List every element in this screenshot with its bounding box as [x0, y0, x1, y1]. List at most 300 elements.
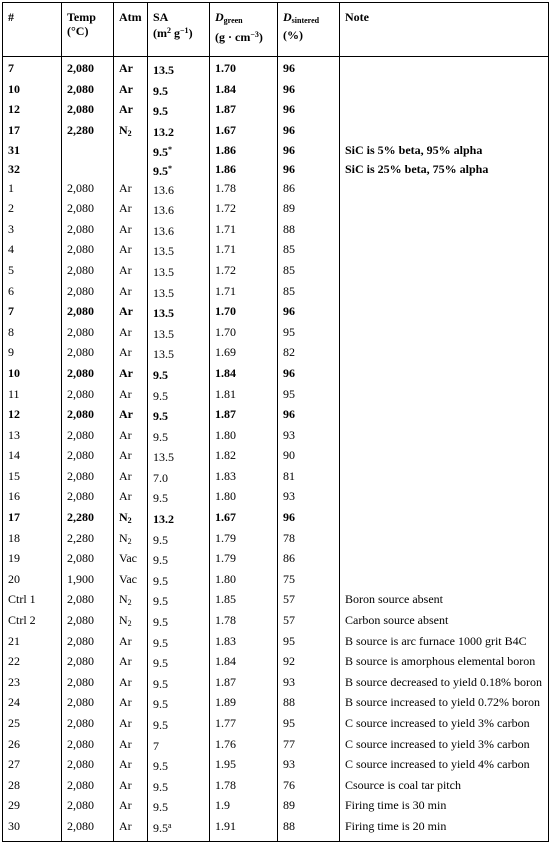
cell-dgreen: 1.83: [210, 468, 278, 489]
header-id: #: [3, 3, 62, 57]
cell-atm: Vac: [114, 571, 148, 592]
cell-id: 19: [3, 550, 62, 571]
cell-dgreen: 1.70: [210, 303, 278, 324]
cell-dgreen: 1.89: [210, 694, 278, 715]
cell-note: [340, 530, 549, 551]
cell-dgreen: 1.9: [210, 797, 278, 818]
cell-id: 13: [3, 427, 62, 448]
cell-id: 23: [3, 674, 62, 695]
table-body: [3, 57, 549, 842]
cell-sa: 9.5: [148, 694, 210, 715]
cell-dsintered: 78: [278, 530, 340, 551]
cell-note: [340, 241, 549, 262]
table-row: [3, 571, 549, 592]
table-row: [3, 241, 549, 262]
cell-dgreen: 1.86: [210, 142, 278, 161]
cell-sa: 13.5: [148, 447, 210, 468]
cell-note: [340, 324, 549, 345]
cell-dgreen: 1.85: [210, 591, 278, 612]
table-row: [3, 57, 549, 81]
cell-sa: 13.5: [148, 344, 210, 365]
header-dgreen: Dgreen $(g \cdot cm^{-3})$: [210, 3, 278, 57]
cell-sa: 9.5: [148, 365, 210, 386]
cell-dsintered: 76: [278, 777, 340, 798]
cell-note: Firing time is 30 min: [340, 797, 549, 818]
cell-dsintered: 77: [278, 736, 340, 757]
table-row: [3, 101, 549, 122]
table-row: [3, 468, 549, 489]
cell-id: Ctrl 1: [3, 591, 62, 612]
cell-note: [340, 447, 549, 468]
cell-dgreen: 1.91: [210, 818, 278, 841]
cell-sa: 13.2: [148, 122, 210, 143]
cell-sa: 13.2: [148, 509, 210, 530]
cell-id: 18: [3, 530, 62, 551]
cell-temp: 2,080: [62, 241, 114, 262]
cell-dsintered: 93: [278, 674, 340, 695]
cell-atm: Ar: [114, 57, 148, 81]
cell-note: B source is arc furnace 1000 grit B4C: [340, 633, 549, 654]
cell-note: [340, 550, 549, 571]
cell-temp: 2,080: [62, 756, 114, 777]
cell-dgreen: 1.72: [210, 262, 278, 283]
cell-dgreen: 1.86: [210, 161, 278, 180]
cell-id: 9: [3, 344, 62, 365]
cell-dsintered: 93: [278, 756, 340, 777]
cell-dsintered: 85: [278, 241, 340, 262]
cell-atm: Ar: [114, 653, 148, 674]
cell-temp: 2,080: [62, 488, 114, 509]
cell-id: 16: [3, 488, 62, 509]
table-row: [3, 122, 549, 143]
cell-temp: 2,280: [62, 530, 114, 551]
table-row: [3, 447, 549, 468]
cell-id: 1: [3, 180, 62, 201]
cell-sa: 9.5: [148, 530, 210, 551]
cell-dsintered: 95: [278, 715, 340, 736]
cell-temp: 2,080: [62, 612, 114, 633]
cell-dsintered: 96: [278, 57, 340, 81]
cell-sa: 13.6: [148, 200, 210, 221]
cell-id: 30: [3, 818, 62, 841]
table-row: [3, 612, 549, 633]
cell-sa: 7.0: [148, 468, 210, 489]
cell-sa: 9.5: [148, 612, 210, 633]
cell-temp: 2,080: [62, 344, 114, 365]
cell-dgreen: 1.79: [210, 530, 278, 551]
cell-note: [340, 427, 549, 448]
table-row: [3, 303, 549, 324]
cell-id: 24: [3, 694, 62, 715]
cell-atm: Ar: [114, 674, 148, 695]
cell-dgreen: 1.84: [210, 81, 278, 102]
cell-sa: 9.5: [148, 715, 210, 736]
cell-note: [340, 57, 549, 81]
cell-sa: 9.5: [148, 81, 210, 102]
table-row: [3, 200, 549, 221]
cell-atm: Ar: [114, 756, 148, 777]
cell-dgreen: 1.71: [210, 283, 278, 304]
cell-note: [340, 365, 549, 386]
cell-id: 4: [3, 241, 62, 262]
cell-note: Csource is coal tar pitch: [340, 777, 549, 798]
cell-note: B source decreased to yield 0.18% boron: [340, 674, 549, 695]
cell-temp: 2,280: [62, 509, 114, 530]
cell-id: 31: [3, 142, 62, 161]
cell-atm: Ar: [114, 262, 148, 283]
cell-dgreen: 1.67: [210, 122, 278, 143]
cell-temp: [62, 161, 114, 180]
cell-note: [340, 200, 549, 221]
cell-atm: Ar: [114, 344, 148, 365]
cell-sa: 9.5: [148, 101, 210, 122]
cell-temp: 2,080: [62, 303, 114, 324]
table-row: [3, 715, 549, 736]
cell-note: C source increased to yield 3% carbon: [340, 715, 549, 736]
cell-atm: Ar: [114, 221, 148, 242]
cell-dgreen: 1.83: [210, 633, 278, 654]
cell-note: Firing time is 20 min: [340, 818, 549, 841]
cell-dsintered: 96: [278, 365, 340, 386]
cell-note: [340, 386, 549, 407]
cell-dsintered: 96: [278, 406, 340, 427]
cell-id: 17: [3, 509, 62, 530]
table-row: [3, 797, 549, 818]
header-temp: Temp (°C): [62, 3, 114, 57]
cell-id: 29: [3, 797, 62, 818]
cell-sa: 7: [148, 736, 210, 757]
cell-id: 28: [3, 777, 62, 798]
cell-temp: 2,080: [62, 324, 114, 345]
cell-temp: 2,080: [62, 694, 114, 715]
cell-temp: 2,080: [62, 81, 114, 102]
cell-note: [340, 101, 549, 122]
cell-sa: 9.5: [148, 653, 210, 674]
cell-note: SiC is 5% beta, 95% alpha: [340, 142, 549, 161]
cell-atm: Ar: [114, 797, 148, 818]
cell-id: 22: [3, 653, 62, 674]
cell-dsintered: 95: [278, 633, 340, 654]
cell-dsintered: 57: [278, 591, 340, 612]
cell-id: 8: [3, 324, 62, 345]
cell-sa: 13.6: [148, 221, 210, 242]
cell-sa: 13.5: [148, 262, 210, 283]
cell-id: 12: [3, 101, 62, 122]
cell-sa: 9.5*: [148, 142, 210, 161]
cell-temp: 2,080: [62, 818, 114, 841]
cell-dsintered: 96: [278, 122, 340, 143]
cell-temp: 2,080: [62, 550, 114, 571]
cell-dgreen: 1.87: [210, 101, 278, 122]
cell-temp: 2,080: [62, 262, 114, 283]
table-row: [3, 488, 549, 509]
cell-dgreen: 1.71: [210, 221, 278, 242]
cell-atm: Ar: [114, 283, 148, 304]
cell-dgreen: 1.70: [210, 324, 278, 345]
cell-sa: 9.5: [148, 591, 210, 612]
table-row: [3, 550, 549, 571]
cell-id: 5: [3, 262, 62, 283]
cell-sa: 13.5: [148, 324, 210, 345]
cell-atm: Ar: [114, 488, 148, 509]
table-row: [3, 777, 549, 798]
cell-temp: 2,080: [62, 386, 114, 407]
cell-dgreen: 1.79: [210, 550, 278, 571]
table-row: [3, 386, 549, 407]
cell-dsintered: 88: [278, 694, 340, 715]
cell-dgreen: 1.80: [210, 571, 278, 592]
cell-atm: $N_2$: [114, 509, 148, 530]
cell-dgreen: 1.80: [210, 427, 278, 448]
cell-sa: 9.5: [148, 674, 210, 695]
header-dsintered: Dsintered (%): [278, 3, 340, 57]
cell-dsintered: 86: [278, 180, 340, 201]
cell-sa: 9.5: [148, 550, 210, 571]
cell-note: SiC is 25% beta, 75% alpha: [340, 161, 549, 180]
cell-dsintered: 88: [278, 221, 340, 242]
cell-atm: Ar: [114, 406, 148, 427]
cell-sa: 13.5: [148, 241, 210, 262]
table-row: [3, 736, 549, 757]
cell-atm: $N_2$: [114, 591, 148, 612]
cell-temp: 2,080: [62, 715, 114, 736]
cell-dgreen: 1.67: [210, 509, 278, 530]
cell-atm: $N_2$: [114, 122, 148, 143]
cell-note: Carbon source absent: [340, 612, 549, 633]
cell-dsintered: 93: [278, 427, 340, 448]
cell-sa: 9.5: [148, 756, 210, 777]
cell-sa: 9.5$^a$: [148, 818, 210, 841]
cell-note: [340, 262, 549, 283]
cell-dgreen: 1.82: [210, 447, 278, 468]
cell-dgreen: 1.76: [210, 736, 278, 757]
cell-atm: [114, 161, 148, 180]
cell-temp: 2,080: [62, 283, 114, 304]
cell-temp: 2,080: [62, 653, 114, 674]
cell-note: B source is amorphous elemental boron: [340, 653, 549, 674]
cell-sa: 9.5: [148, 427, 210, 448]
cell-note: [340, 509, 549, 530]
cell-temp: 2,080: [62, 101, 114, 122]
cell-temp: 2,080: [62, 427, 114, 448]
cell-dsintered: 86: [278, 550, 340, 571]
cell-sa: 9.5: [148, 406, 210, 427]
cell-sa: 13.6: [148, 180, 210, 201]
cell-atm: Ar: [114, 447, 148, 468]
cell-temp: 2,080: [62, 447, 114, 468]
cell-id: 7: [3, 303, 62, 324]
cell-dgreen: 1.77: [210, 715, 278, 736]
cell-atm: Ar: [114, 81, 148, 102]
cell-dsintered: 88: [278, 818, 340, 841]
cell-atm: Ar: [114, 101, 148, 122]
cell-dsintered: 89: [278, 797, 340, 818]
cell-atm: Ar: [114, 180, 148, 201]
cell-atm: Vac: [114, 550, 148, 571]
cell-temp: 1,900: [62, 571, 114, 592]
header-note: Note: [340, 3, 549, 57]
cell-dsintered: 96: [278, 161, 340, 180]
cell-sa: 9.5: [148, 633, 210, 654]
cell-note: [340, 221, 549, 242]
header-sa: SA ($m^2$ $g^{-1}$): [148, 3, 210, 57]
cell-temp: 2,080: [62, 674, 114, 695]
cell-temp: 2,080: [62, 221, 114, 242]
cell-sa: 13.5: [148, 303, 210, 324]
cell-note: C source increased to yield 3% carbon: [340, 736, 549, 757]
cell-note: [340, 283, 549, 304]
cell-atm: Ar: [114, 324, 148, 345]
cell-temp: 2,080: [62, 777, 114, 798]
cell-sa: 9.5: [148, 386, 210, 407]
cell-dsintered: 93: [278, 488, 340, 509]
cell-dsintered: 57: [278, 612, 340, 633]
cell-dgreen: 1.71: [210, 241, 278, 262]
cell-dsintered: 96: [278, 101, 340, 122]
cell-temp: 2,080: [62, 591, 114, 612]
cell-sa: 13.5: [148, 57, 210, 81]
cell-atm: Ar: [114, 715, 148, 736]
cell-note: [340, 468, 549, 489]
cell-note: B source increased to yield 0.72% boron: [340, 694, 549, 715]
cell-id: 20: [3, 571, 62, 592]
cell-atm: $N_2$: [114, 530, 148, 551]
cell-temp: 2,080: [62, 180, 114, 201]
cell-note: Boron source absent: [340, 591, 549, 612]
cell-dsintered: 96: [278, 303, 340, 324]
data-table-container: [2, 2, 549, 842]
cell-id: 15: [3, 468, 62, 489]
cell-atm: Ar: [114, 386, 148, 407]
cell-atm: Ar: [114, 694, 148, 715]
header-atm: Atm: [114, 3, 148, 57]
table-row: [3, 324, 549, 345]
cell-dgreen: 1.80: [210, 488, 278, 509]
cell-note: [340, 488, 549, 509]
cell-dgreen: 1.84: [210, 365, 278, 386]
table-row: [3, 427, 549, 448]
cell-temp: 2,080: [62, 57, 114, 81]
cell-dgreen: 1.78: [210, 612, 278, 633]
table-row: [3, 180, 549, 201]
cell-dsintered: 81: [278, 468, 340, 489]
cell-dgreen: 1.81: [210, 386, 278, 407]
cell-dgreen: 1.95: [210, 756, 278, 777]
cell-id: 25: [3, 715, 62, 736]
cell-atm: [114, 142, 148, 161]
table-row: [3, 530, 549, 551]
table-row: [3, 365, 549, 386]
table-row: [3, 161, 549, 180]
cell-id: 21: [3, 633, 62, 654]
cell-dsintered: 95: [278, 324, 340, 345]
cell-note: [340, 571, 549, 592]
cell-atm: Ar: [114, 818, 148, 841]
cell-atm: Ar: [114, 200, 148, 221]
cell-id: 32: [3, 161, 62, 180]
cell-sa: 9.5*: [148, 161, 210, 180]
table-row: [3, 653, 549, 674]
cell-id: 26: [3, 736, 62, 757]
cell-id: 2: [3, 200, 62, 221]
cell-note: [340, 303, 549, 324]
cell-temp: 2,080: [62, 200, 114, 221]
cell-dgreen: 1.70: [210, 57, 278, 81]
table-row: [3, 756, 549, 777]
cell-atm: Ar: [114, 468, 148, 489]
cell-dsintered: 90: [278, 447, 340, 468]
cell-atm: Ar: [114, 633, 148, 654]
cell-atm: Ar: [114, 736, 148, 757]
cell-id: 14: [3, 447, 62, 468]
table-row: [3, 509, 549, 530]
table-row: [3, 591, 549, 612]
cell-dsintered: 85: [278, 262, 340, 283]
cell-note: [340, 344, 549, 365]
cell-id: 11: [3, 386, 62, 407]
cell-atm: $N_2$: [114, 612, 148, 633]
table-row: [3, 283, 549, 304]
cell-dsintered: 75: [278, 571, 340, 592]
cell-note: [340, 122, 549, 143]
table-row: [3, 344, 549, 365]
cell-dgreen: 1.78: [210, 180, 278, 201]
cell-dsintered: 92: [278, 653, 340, 674]
cell-temp: 2,080: [62, 633, 114, 654]
table-row: [3, 694, 549, 715]
cell-note: C source increased to yield 4% carbon: [340, 756, 549, 777]
cell-sa: 9.5: [148, 797, 210, 818]
cell-atm: Ar: [114, 777, 148, 798]
cell-dsintered: 96: [278, 509, 340, 530]
cell-note: [340, 180, 549, 201]
cell-note: [340, 406, 549, 427]
header-row: [3, 3, 549, 57]
cell-id: 3: [3, 221, 62, 242]
cell-dgreen: 1.72: [210, 200, 278, 221]
cell-dsintered: 95: [278, 386, 340, 407]
cell-dgreen: 1.78: [210, 777, 278, 798]
cell-id: 6: [3, 283, 62, 304]
cell-temp: 2,280: [62, 122, 114, 143]
cell-dgreen: 1.84: [210, 653, 278, 674]
cell-sa: 13.5: [148, 283, 210, 304]
cell-dsintered: 82: [278, 344, 340, 365]
cell-id: 12: [3, 406, 62, 427]
cell-sa: 9.5: [148, 488, 210, 509]
cell-sa: 9.5: [148, 777, 210, 798]
table-row: [3, 818, 549, 841]
cell-temp: 2,080: [62, 365, 114, 386]
cell-dgreen: 1.69: [210, 344, 278, 365]
table-row: [3, 262, 549, 283]
table-row: [3, 221, 549, 242]
cell-temp: [62, 142, 114, 161]
sintering-results-table: [2, 2, 549, 842]
cell-atm: Ar: [114, 365, 148, 386]
cell-sa: 9.5: [148, 571, 210, 592]
cell-id: 10: [3, 365, 62, 386]
cell-atm: Ar: [114, 241, 148, 262]
table-row: [3, 81, 549, 102]
cell-temp: 2,080: [62, 468, 114, 489]
cell-id: 10: [3, 81, 62, 102]
cell-dsintered: 89: [278, 200, 340, 221]
cell-atm: Ar: [114, 303, 148, 324]
cell-id: 7: [3, 57, 62, 81]
table-row: [3, 674, 549, 695]
cell-temp: 2,080: [62, 736, 114, 757]
